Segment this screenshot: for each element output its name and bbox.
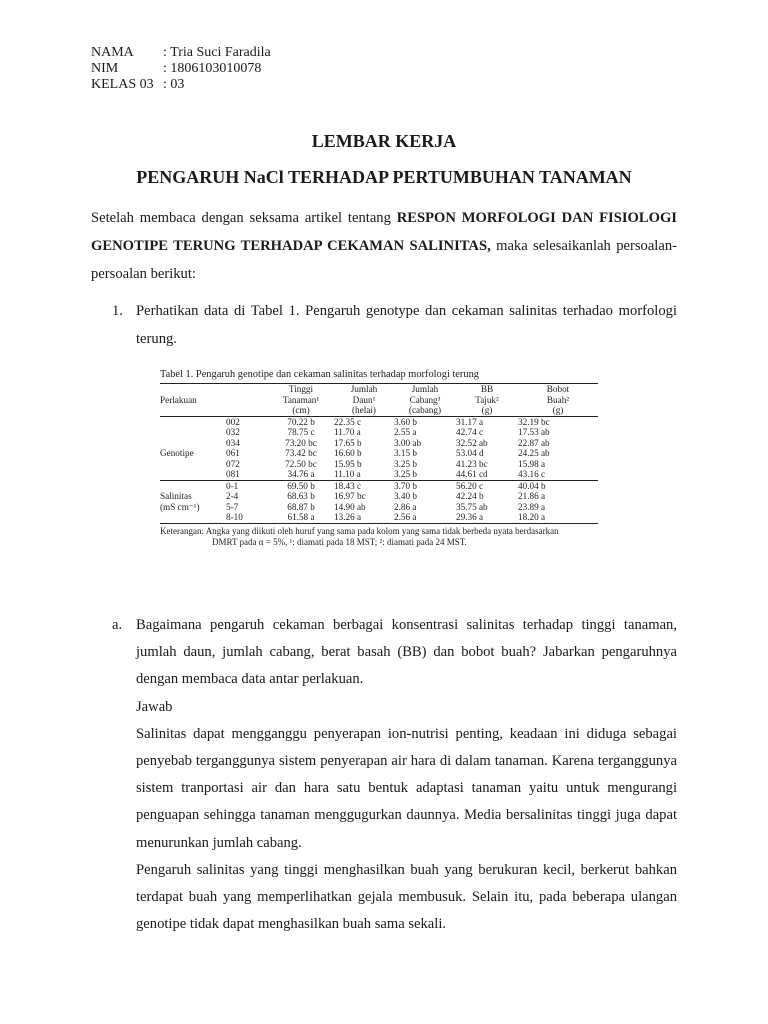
table-cell: 3.00 ab bbox=[394, 437, 422, 448]
question-text: Perhatikan data di Tabel 1. Pengaruh genotype dan cekaman salinitas terhadao morfologi terung. bbox=[136, 303, 677, 347]
table-cell: 3.60 b bbox=[394, 416, 417, 427]
table-cell: 11.70 a bbox=[334, 427, 361, 437]
group-label-salinitas-unit: (mS cm⁻¹) bbox=[160, 501, 200, 512]
table-row bbox=[160, 438, 598, 449]
table-cell: 2.56 a bbox=[394, 512, 456, 523]
answer-label: Jawab bbox=[136, 698, 173, 715]
table-cell: 0-1 bbox=[226, 480, 268, 491]
table-cell: 061 bbox=[226, 448, 240, 458]
table-cell: 29.36 a bbox=[456, 512, 518, 523]
info-value: : 03 bbox=[163, 77, 185, 92]
page-title: LEMBAR KERJA bbox=[311, 131, 457, 151]
table-note bbox=[160, 526, 598, 548]
table-cell: 78.75 c bbox=[287, 427, 315, 437]
table-note-line: DMRT pada α = 5%, ¹: diamati pada 18 MST; ²: diamati pada 24 MST. bbox=[212, 536, 467, 547]
table-cell: 44.61 cd bbox=[456, 469, 488, 479]
table-cell: 072 bbox=[226, 458, 240, 469]
info-value: : Tria Suci Faradila bbox=[163, 45, 271, 60]
table-cell: 43.16 c bbox=[518, 469, 546, 479]
header-cabang-2: Cabang³ bbox=[409, 394, 441, 405]
info-key: NIM bbox=[91, 61, 119, 76]
table-cell: 23.89 a bbox=[518, 501, 546, 512]
table-caption: Tabel 1. Pengaruh genotipe dan cekaman salinitas terhadap morfologi terung bbox=[160, 369, 479, 380]
table-cell: 61.58 a bbox=[268, 512, 334, 523]
table-cell: 3.15 b bbox=[394, 448, 417, 458]
table-row bbox=[160, 491, 598, 502]
table-cell: 35.75 ab bbox=[456, 501, 488, 512]
data-table-figure bbox=[160, 369, 598, 548]
table-row bbox=[160, 427, 598, 438]
table-cell: 68.87 b bbox=[287, 501, 315, 512]
intro-paragraph bbox=[91, 204, 677, 288]
header-cabang: Jumlah bbox=[394, 384, 456, 395]
table-cell: 56.20 c bbox=[456, 480, 518, 491]
header-tinggi-unit: (cm) bbox=[268, 405, 334, 416]
table-cell: 5-7 bbox=[226, 501, 239, 512]
info-row-kelas bbox=[91, 77, 271, 93]
table-cell: 17.53 ab bbox=[518, 427, 550, 437]
table-cell: 14.90 ab bbox=[334, 501, 366, 512]
header-bb-2: Tajuk² bbox=[475, 394, 499, 405]
table-cell: 72.50 bc bbox=[285, 458, 317, 469]
table-cell: 34.76 a bbox=[287, 469, 315, 479]
table-cell: 21.86 a bbox=[518, 491, 546, 501]
table-cell: 18.20 a bbox=[518, 512, 598, 523]
table-row bbox=[160, 469, 598, 480]
info-key: KELAS 03 bbox=[91, 77, 154, 92]
table-cell: 42.24 b bbox=[456, 491, 484, 501]
table-cell: 15.95 b bbox=[334, 458, 362, 469]
table-cell: 8-10 bbox=[226, 512, 268, 523]
table-cell: 3.25 b bbox=[394, 458, 417, 469]
table-cell: 42.74 c bbox=[456, 427, 484, 437]
table-note-line: Keterangan: Angka yang diikuti oleh huruf yang sama pada kolom yang sama tidak berbeda nyata berdasarkan bbox=[160, 525, 559, 536]
table-row bbox=[160, 480, 598, 491]
header-cabang-unit: (cabang) bbox=[394, 405, 456, 416]
table-cell: 081 bbox=[226, 469, 240, 479]
answer-paragraph: Salinitas dapat mengganggu penyerapan ion-nutrisi penting, keadaan ini diduga sebagai penyebab terganggunya sistem penyerapan air hara di dalam tanaman. Karena terganggunya sistem tranportasi air dan hara satu bentuk adaptasi tanaman yaitu untuk mengurangi penguapan sehingga tanaman menggugurkan daunnya. Media bersalinitas tinggi juga dapat menurunkan jumlah cabang. bbox=[136, 725, 677, 851]
table-cell: 15.98 a bbox=[518, 458, 546, 469]
question-a bbox=[112, 612, 677, 938]
table-cell: 13.26 a bbox=[334, 512, 394, 523]
table-row bbox=[160, 512, 598, 523]
table-cell: 18.43 c bbox=[334, 480, 394, 491]
group-label-genotipe: Genotipe bbox=[160, 448, 194, 458]
intro-text-end: maka selesaikanlah persoalan-persoalan berikut: bbox=[91, 238, 677, 282]
table-cell: 73.42 bc bbox=[285, 448, 317, 458]
table-cell: 2.86 a bbox=[394, 501, 417, 512]
header-bb: BB bbox=[456, 384, 518, 395]
question-number: 1. bbox=[112, 303, 123, 319]
table-cell: 32.52 ab bbox=[456, 437, 488, 448]
info-row-nim bbox=[91, 61, 271, 77]
table-cell: 2.55 a bbox=[394, 427, 417, 437]
table-cell: 69.50 b bbox=[268, 480, 334, 491]
table-row bbox=[160, 459, 598, 470]
header-tinggi: Tinggi bbox=[268, 384, 334, 395]
table-cell: 70.22 b bbox=[287, 416, 315, 427]
table-cell: 68.63 b bbox=[287, 491, 315, 501]
page-subtitle: PENGARUH NaCl TERHADAP PERTUMBUHAN TANAMAN bbox=[136, 167, 632, 187]
article-title: RESPON MORFOLOGI DAN FISIOLOGI GENOTIPE TERUNG TERHADAP CEKAMAN SALINITAS, bbox=[91, 210, 677, 254]
question-label: a. bbox=[112, 617, 123, 633]
table-cell: 2-4 bbox=[226, 491, 239, 501]
question-a-body bbox=[136, 612, 677, 938]
table-cell: 22.87 ab bbox=[518, 437, 550, 448]
table-row bbox=[160, 502, 598, 513]
header-tinggi-2: Tanaman¹ bbox=[282, 394, 320, 405]
student-info bbox=[91, 45, 271, 93]
group-label-salinitas: Salinitas bbox=[160, 491, 192, 501]
table-cell: 11.10 a bbox=[334, 469, 361, 479]
table-row bbox=[160, 416, 598, 427]
table-cell: 73.20 bc bbox=[285, 437, 317, 448]
header-bobot-unit: (g) bbox=[518, 405, 598, 416]
header-daun: Jumlah bbox=[334, 384, 394, 395]
header-bb-unit: (g) bbox=[456, 405, 518, 416]
table-cell: 16.97 bc bbox=[334, 491, 366, 501]
table-cell: 31.17 a bbox=[456, 416, 484, 427]
info-row-nama bbox=[91, 45, 271, 61]
table-cell: 032 bbox=[226, 427, 240, 437]
table-cell: 3.40 b bbox=[394, 491, 417, 501]
header-perlakuan: Perlakuan bbox=[160, 394, 197, 405]
header-bobot: Bobot bbox=[518, 384, 598, 395]
table-cell: 41.23 bc bbox=[456, 458, 488, 469]
table-row bbox=[160, 448, 598, 459]
info-key: NAMA bbox=[91, 45, 134, 60]
table-cell: 16.60 b bbox=[334, 448, 362, 458]
intro-text: Setelah membaca dengan seksama artikel tentang bbox=[91, 210, 397, 226]
header-daun-unit: (helai) bbox=[334, 405, 394, 416]
table-cell: 002 bbox=[226, 416, 240, 427]
table-cell: 034 bbox=[226, 437, 240, 448]
table-cell: 32.19 bc bbox=[518, 416, 550, 427]
header-bobot-2: Buah² bbox=[546, 394, 570, 405]
table-cell: 3.70 b bbox=[394, 480, 456, 491]
table-cell: 17.65 b bbox=[334, 437, 362, 448]
table-cell: 40.04 b bbox=[518, 480, 598, 491]
question-a-text: Bagaimana pengaruh cekaman berbagai konsentrasi salinitas terhadap tinggi tanaman, jumlah daun, jumlah cabang, berat basah (BB) dan bobot buah? Jabarkan pengaruhnya dengan membaca data antar perlakuan. bbox=[136, 617, 677, 688]
table-cell: 22.35 c bbox=[334, 416, 362, 427]
table-cell: 24.25 ab bbox=[518, 448, 550, 458]
table-cell: 3.25 b bbox=[394, 469, 417, 479]
info-value: : 1806103010078 bbox=[163, 61, 262, 76]
header-daun-2: Daun¹ bbox=[352, 394, 376, 405]
table-cell: 53.04 d bbox=[456, 448, 484, 458]
question-1 bbox=[112, 297, 677, 353]
answer-paragraph: Pengaruh salinitas yang tinggi menghasilkan buah yang berukuran kecil, berkerut bahkan terdapat buah yang memperlihatkan gejala membusuk. Selain itu, pada beberapa ulangan genotipe tidak dapat menghasilkan buah sama sekali. bbox=[136, 861, 677, 933]
data-table bbox=[160, 383, 598, 524]
